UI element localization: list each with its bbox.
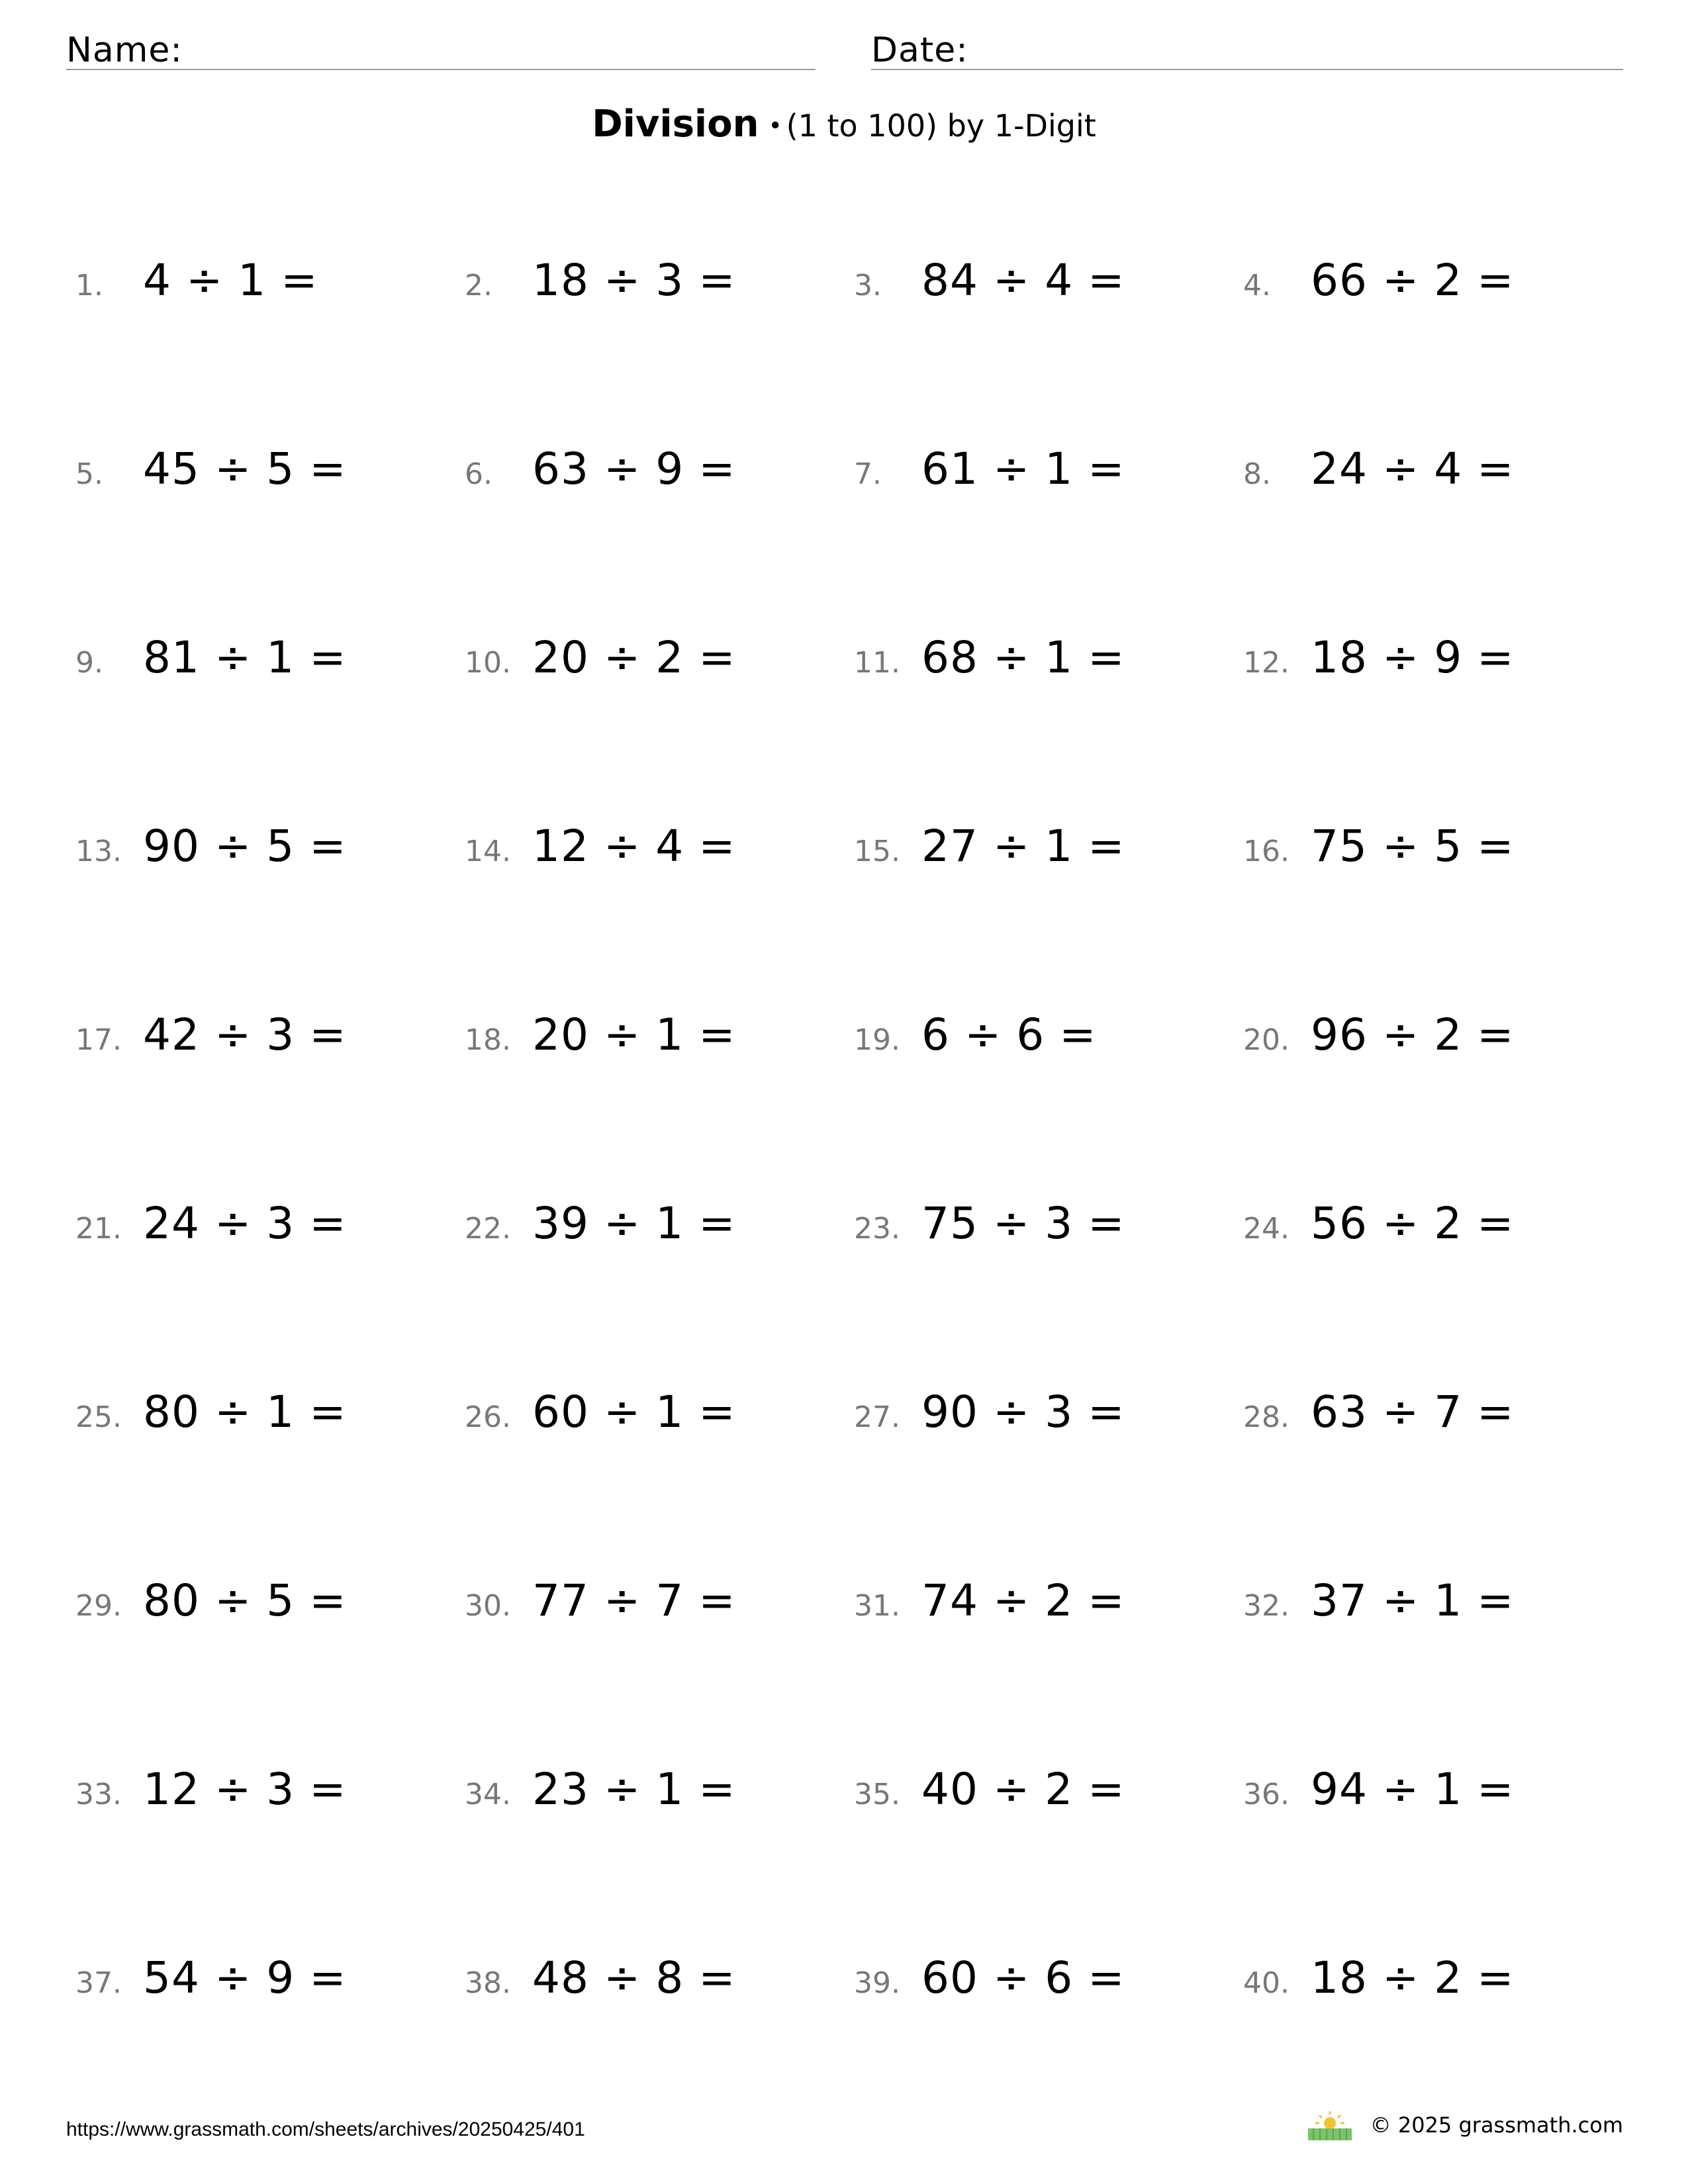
problem-expression: 60 ÷ 1 = xyxy=(532,1387,736,1437)
problem-item xyxy=(75,255,465,328)
problem-item xyxy=(465,1764,854,1837)
problem-expression: 75 ÷ 3 = xyxy=(921,1198,1125,1249)
problem-item xyxy=(75,1387,465,1459)
grass-sun-icon xyxy=(1307,2109,1353,2142)
name-field[interactable] xyxy=(66,25,816,70)
problem-item xyxy=(1243,1764,1624,1837)
problem-expression: 74 ÷ 2 = xyxy=(921,1575,1125,1626)
problem-expression: 63 ÷ 7 = xyxy=(1311,1387,1515,1437)
problem-item xyxy=(1243,632,1624,705)
problem-item xyxy=(854,1387,1243,1459)
problem-item xyxy=(854,1009,1243,1082)
problem-number: 23. xyxy=(854,1212,900,1246)
problem-expression: 90 ÷ 3 = xyxy=(921,1387,1125,1437)
problem-number: 29. xyxy=(75,1589,122,1623)
problem-item xyxy=(854,443,1243,516)
problem-expression: 68 ÷ 1 = xyxy=(921,632,1125,683)
date-field[interactable] xyxy=(871,25,1623,70)
problem-item xyxy=(75,1575,465,1648)
problem-number: 25. xyxy=(75,1400,122,1434)
problem-expression: 24 ÷ 3 = xyxy=(143,1198,347,1249)
title-subtitle: (1 to 100) by 1-Digit xyxy=(786,108,1096,144)
problem-number: 19. xyxy=(854,1023,900,1057)
title-bullet: • xyxy=(768,113,782,140)
footer-copyright: © 2025 grassmath.com xyxy=(1370,2113,1623,2138)
problem-number: 28. xyxy=(1243,1400,1289,1434)
problem-item xyxy=(75,443,465,516)
problem-number: 11. xyxy=(854,646,900,680)
problem-expression: 84 ÷ 4 = xyxy=(921,255,1125,306)
problem-number: 38. xyxy=(465,1966,511,2000)
problem-number: 8. xyxy=(1243,457,1271,491)
problem-item xyxy=(1243,1198,1624,1271)
problem-item xyxy=(75,1952,465,2025)
problem-number: 1. xyxy=(75,269,103,302)
problem-expression: 77 ÷ 7 = xyxy=(532,1575,736,1626)
problem-expression: 90 ÷ 5 = xyxy=(143,821,347,872)
name-label: Name: xyxy=(66,30,183,70)
date-label: Date: xyxy=(871,30,968,70)
problem-grid xyxy=(75,255,1624,2141)
problem-number: 16. xyxy=(1243,835,1289,868)
problem-item xyxy=(1243,821,1624,893)
sun-shape xyxy=(1324,2117,1336,2129)
problem-number: 21. xyxy=(75,1212,122,1246)
title-main: Division xyxy=(592,103,759,146)
problem-item xyxy=(1243,255,1624,328)
problem-number: 31. xyxy=(854,1589,900,1623)
problem-item xyxy=(1243,1952,1624,2025)
problem-item xyxy=(1243,1575,1624,1648)
problem-item xyxy=(854,1952,1243,2025)
worksheet-title xyxy=(0,103,1688,146)
problem-expression: 4 ÷ 1 = xyxy=(143,255,318,306)
problem-item xyxy=(465,821,854,893)
problem-number: 30. xyxy=(465,1589,511,1623)
problem-item xyxy=(465,255,854,328)
problem-number: 34. xyxy=(465,1778,511,1811)
problem-item xyxy=(465,1198,854,1271)
problem-number: 32. xyxy=(1243,1589,1289,1623)
problem-number: 22. xyxy=(465,1212,511,1246)
problem-number: 4. xyxy=(1243,269,1271,302)
problem-expression: 20 ÷ 1 = xyxy=(532,1009,736,1060)
problem-expression: 24 ÷ 4 = xyxy=(1311,443,1515,494)
problem-number: 37. xyxy=(75,1966,122,2000)
problem-item xyxy=(854,255,1243,328)
problem-expression: 18 ÷ 9 = xyxy=(1311,632,1515,683)
problem-number: 17. xyxy=(75,1023,122,1057)
problem-expression: 94 ÷ 1 = xyxy=(1311,1764,1515,1815)
problem-number: 40. xyxy=(1243,1966,1289,2000)
problem-item xyxy=(854,1764,1243,1837)
problem-item xyxy=(1243,1387,1624,1459)
problem-number: 20. xyxy=(1243,1023,1289,1057)
problem-number: 27. xyxy=(854,1400,900,1434)
problem-item xyxy=(1243,1009,1624,1082)
problem-number: 10. xyxy=(465,646,511,680)
problem-expression: 12 ÷ 4 = xyxy=(532,821,736,872)
problem-expression: 61 ÷ 1 = xyxy=(921,443,1125,494)
problem-number: 3. xyxy=(854,269,882,302)
problem-item xyxy=(854,821,1243,893)
problem-expression: 18 ÷ 3 = xyxy=(532,255,736,306)
problem-number: 24. xyxy=(1243,1212,1289,1246)
problem-number: 5. xyxy=(75,457,103,491)
problem-expression: 81 ÷ 1 = xyxy=(143,632,347,683)
problem-number: 26. xyxy=(465,1400,511,1434)
problem-number: 14. xyxy=(465,835,511,868)
grass-shape xyxy=(1308,2128,1352,2140)
problem-number: 33. xyxy=(75,1778,122,1811)
problem-expression: 23 ÷ 1 = xyxy=(532,1764,736,1815)
problem-item xyxy=(854,1198,1243,1271)
problem-expression: 20 ÷ 2 = xyxy=(532,632,736,683)
problem-expression: 66 ÷ 2 = xyxy=(1311,255,1515,306)
problem-expression: 56 ÷ 2 = xyxy=(1311,1198,1515,1249)
problem-item xyxy=(465,1387,854,1459)
problem-expression: 6 ÷ 6 = xyxy=(921,1009,1097,1060)
problem-expression: 18 ÷ 2 = xyxy=(1311,1952,1515,2003)
problem-number: 15. xyxy=(854,835,900,868)
problem-item xyxy=(465,1952,854,2025)
problem-item xyxy=(465,632,854,705)
problem-item xyxy=(75,632,465,705)
problem-item xyxy=(75,1009,465,1082)
problem-number: 35. xyxy=(854,1778,900,1811)
problem-expression: 80 ÷ 1 = xyxy=(143,1387,347,1437)
problem-item xyxy=(75,1198,465,1271)
problem-item xyxy=(854,632,1243,705)
footer-url: https://www.grassmath.com/sheets/archives/20250425/401 xyxy=(66,2118,585,2140)
problem-expression: 39 ÷ 1 = xyxy=(532,1198,736,1249)
problem-item xyxy=(75,1764,465,1837)
problem-item xyxy=(854,1575,1243,1648)
problem-expression: 12 ÷ 3 = xyxy=(143,1764,347,1815)
problem-item xyxy=(1243,443,1624,516)
problem-expression: 96 ÷ 2 = xyxy=(1311,1009,1515,1060)
problem-number: 18. xyxy=(465,1023,511,1057)
problem-expression: 63 ÷ 9 = xyxy=(532,443,736,494)
problem-expression: 80 ÷ 5 = xyxy=(143,1575,347,1626)
problem-expression: 27 ÷ 1 = xyxy=(921,821,1125,872)
problem-number: 39. xyxy=(854,1966,900,2000)
problem-expression: 45 ÷ 5 = xyxy=(143,443,347,494)
problem-number: 13. xyxy=(75,835,122,868)
footer-branding xyxy=(1307,2109,1623,2142)
problem-item xyxy=(465,443,854,516)
problem-item xyxy=(75,821,465,893)
problem-expression: 75 ÷ 5 = xyxy=(1311,821,1515,872)
problem-number: 9. xyxy=(75,646,103,680)
problem-number: 12. xyxy=(1243,646,1289,680)
problem-number: 6. xyxy=(465,457,492,491)
problem-item xyxy=(465,1009,854,1082)
problem-number: 2. xyxy=(465,269,492,302)
problem-expression: 54 ÷ 9 = xyxy=(143,1952,347,2003)
problem-expression: 48 ÷ 8 = xyxy=(532,1952,736,2003)
problem-expression: 42 ÷ 3 = xyxy=(143,1009,347,1060)
problem-number: 7. xyxy=(854,457,882,491)
problem-item xyxy=(465,1575,854,1648)
problem-expression: 40 ÷ 2 = xyxy=(921,1764,1125,1815)
problem-expression: 60 ÷ 6 = xyxy=(921,1952,1125,2003)
problem-number: 36. xyxy=(1243,1778,1289,1811)
problem-expression: 37 ÷ 1 = xyxy=(1311,1575,1515,1626)
